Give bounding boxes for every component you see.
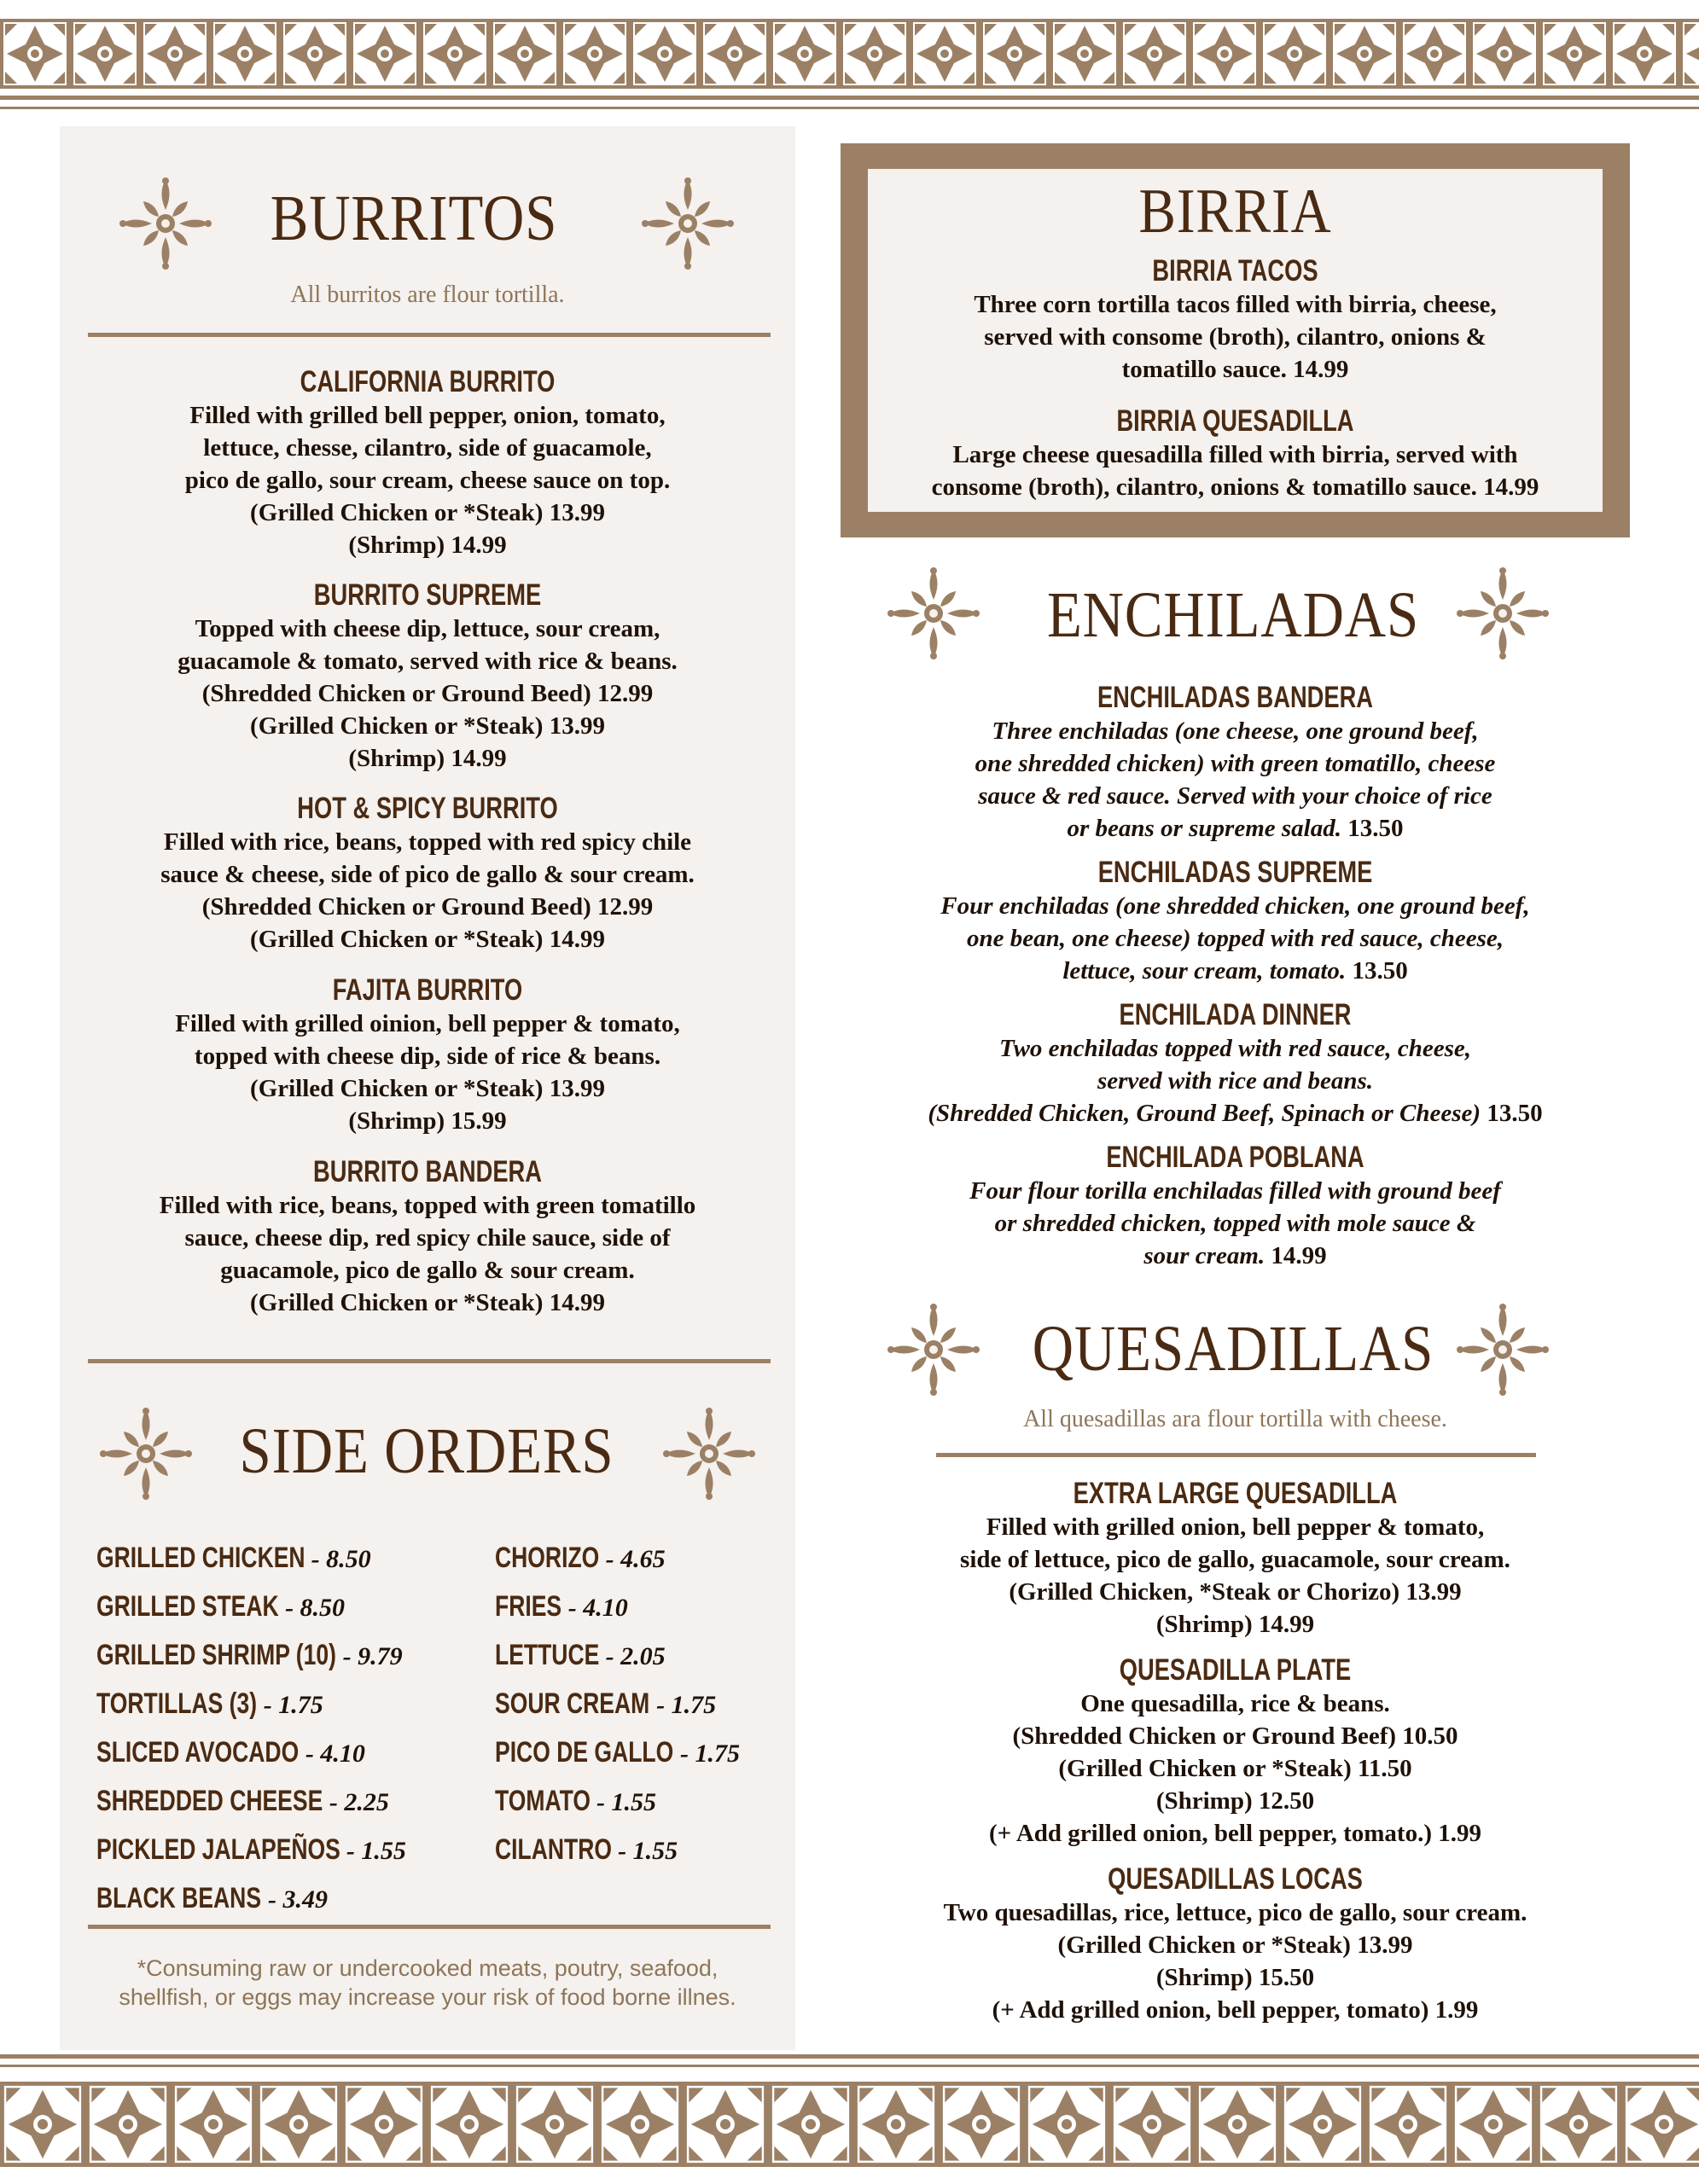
- side-order-row: [495, 1680, 740, 1728]
- ornament-icon: [661, 1406, 757, 1502]
- side-order-name: PICKLED JALAPEÑOS: [96, 1833, 340, 1866]
- menu-item: [60, 365, 795, 561]
- item-name: QUESADILLA PLATE: [1119, 1653, 1352, 1687]
- item-desc: Three enchiladas (one cheese, one ground beef, one shredded chicken) with green tomatillo, cheese sauce & red sauce. Served with your choice of rice or beans or supreme salad.: [975, 717, 1496, 842]
- item-price: 14.99: [1265, 1242, 1327, 1269]
- birria-title: BIRRIA: [1138, 177, 1332, 247]
- divider: [936, 1453, 1536, 1457]
- menu-item: [60, 973, 795, 1137]
- item-price: 13.50: [1346, 957, 1408, 985]
- side-order-name: PICO DE GALLO: [495, 1736, 674, 1769]
- side-order-row: [495, 1777, 740, 1826]
- birria-inner: [868, 169, 1603, 512]
- divider: [88, 1925, 771, 1929]
- side-order-row: [96, 1874, 406, 1923]
- side-order-row: [495, 1583, 740, 1631]
- item-name: BIRRIA QUESADILLA: [1116, 404, 1354, 438]
- ornament-icon: [640, 176, 736, 271]
- divider: [88, 1359, 771, 1363]
- side-order-row: [495, 1631, 740, 1680]
- side-order-price: - 8.50: [278, 1594, 346, 1622]
- item-desc: Two quesadillas, rice, lettuce, pico de gallo, sour cream. (Grilled Chicken or *Steak) 13.99 (Shrimp) 15.50 (+ Add grilled onion, bell pepper, tomato) 1.99: [943, 1899, 1527, 2024]
- side-orders-right: [495, 1534, 740, 1874]
- item-desc: Filled with grilled onion, bell pepper & tomato, side of lettuce, pico de gallo, guacamole, sour cream. (Grilled Chicken, *Steak or Chorizo) 13.99 (Shrimp) 14.99: [960, 1513, 1510, 1638]
- menu-item: [60, 578, 795, 775]
- item-price: 13.50: [1481, 1100, 1543, 1127]
- side-order-row: [96, 1826, 406, 1874]
- item-name: BURRITO BANDERA: [313, 1155, 542, 1188]
- item-desc: Four flour torilla enchiladas filled with ground beef or shredded chicken, topped with mole sauce & sour cream.: [969, 1177, 1501, 1269]
- side-order-name: SLICED AVOCADO: [96, 1736, 300, 1769]
- burritos-subtitle: All burritos are flour tortilla.: [290, 282, 565, 308]
- item-desc: One quesadilla, rice & beans. (Shredded Chicken or Ground Beef) 10.50 (Grilled Chicken or *Steak) 11.50 (Shrimp) 12.50 (+ Add grilled onion, bell pepper, tomato.) 1.99: [989, 1690, 1481, 1847]
- item-desc: Filled with rice, beans, topped with red spicy chile sauce & cheese, side of pico de gallo & sour cream. (Shredded Chicken or Ground Beed) 12.99 (Grilled Chicken or *Steak) 14.99: [160, 828, 695, 953]
- menu-item: [828, 1653, 1643, 1850]
- side-order-name: BLACK BEANS: [96, 1882, 262, 1914]
- menu-item: [868, 254, 1603, 386]
- item-desc: Filled with rice, beans, topped with green tomatillo sauce, cheese dip, red spicy chile sauce, side of guacamole, pico de gallo & sour cream. (Grilled Chicken or *Steak) 14.99: [159, 1192, 696, 1316]
- side-order-price: - 1.55: [611, 1837, 678, 1865]
- item-desc: Three corn tortilla tacos filled with birria, cheese, served with consome (broth), cilantro, onions & tomatillo sauce. 14.99: [974, 291, 1497, 383]
- side-order-row: [495, 1728, 740, 1777]
- item-name: BIRRIA TACOS: [1152, 254, 1318, 288]
- side-order-name: LETTUCE: [495, 1639, 600, 1671]
- side-order-name: FRIES: [495, 1590, 562, 1623]
- item-name: FAJITA BURRITO: [332, 973, 523, 1007]
- menu-item: [868, 404, 1603, 503]
- side-order-price: - 1.75: [649, 1691, 717, 1719]
- item-name: EXTRA LARGE QUESADILLA: [1073, 1477, 1398, 1510]
- side-order-name: GRILLED CHICKEN: [96, 1542, 305, 1574]
- menu-item: [828, 856, 1643, 987]
- menu-item: [828, 998, 1643, 1130]
- top-tile-border: [0, 19, 1699, 89]
- ornament-icon: [886, 1302, 981, 1397]
- ornament-icon: [886, 566, 981, 661]
- side-order-row: [96, 1583, 406, 1631]
- side-order-price: - 8.50: [305, 1545, 371, 1573]
- side-order-name: GRILLED STEAK: [96, 1590, 279, 1623]
- top-rule-thin: [0, 107, 1699, 109]
- menu-item: [828, 681, 1643, 845]
- side-order-row: [96, 1777, 406, 1826]
- item-name: ENCHILADAS BANDERA: [1097, 681, 1374, 714]
- menu-item: [828, 1141, 1643, 1272]
- menu-item: [828, 1477, 1643, 1641]
- ornament-icon: [1455, 1302, 1551, 1397]
- health-notice: *Consuming raw or undercooked meats, poutry, seafood, shellfish, or eggs may increase your risk of food borne illnes.: [119, 1955, 736, 2010]
- burritos-title: BURRITOS: [270, 183, 558, 254]
- side-order-name: SOUR CREAM: [495, 1687, 650, 1720]
- quesadillas-subtitle: All quesadillas ara flour tortilla with cheese.: [1023, 1406, 1447, 1432]
- item-desc: Topped with cheese dip, lettuce, sour cream, guacamole & tomato, served with rice & beans. (Shredded Chicken or Ground Beed) 12.99 (Grilled Chicken or *Steak) 13.99 (Shrimp) 14.99: [177, 615, 678, 772]
- side-order-price: - 4.10: [561, 1594, 628, 1622]
- item-name: ENCHILADAS SUPREME: [1097, 856, 1373, 889]
- side-order-name: CHORIZO: [495, 1542, 600, 1574]
- item-desc: Two enchiladas topped with red sauce, cheese, served with rice and beans. (Shredded Chicken, Ground Beef, Spinach or Cheese): [928, 1035, 1481, 1127]
- side-order-price: - 4.65: [599, 1545, 666, 1573]
- side-order-price: - 4.10: [299, 1740, 365, 1768]
- side-order-price: - 2.05: [599, 1642, 666, 1670]
- side-order-row: [96, 1534, 406, 1583]
- side-order-price: - 9.79: [336, 1642, 403, 1670]
- divider: [88, 333, 771, 337]
- item-name: CALIFORNIA BURRITO: [300, 365, 556, 398]
- bottom-rule: [0, 2054, 1699, 2059]
- item-name: QUESADILLAS LOCAS: [1108, 1862, 1363, 1896]
- side-order-row: [96, 1728, 406, 1777]
- bottom-tile-border: [0, 2082, 1699, 2167]
- side-order-name: CILANTRO: [495, 1833, 613, 1866]
- menu-item: [828, 1862, 1643, 2026]
- side-order-name: SHREDDED CHEESE: [96, 1785, 323, 1817]
- ornament-icon: [118, 176, 213, 271]
- item-desc: Four enchiladas (one shredded chicken, one ground beef, one bean, one cheese) topped with red sauce, cheese, lettuce, sour cream, tomato.: [940, 892, 1530, 985]
- side-order-price: - 1.75: [257, 1691, 323, 1719]
- item-desc: Filled with grilled bell pepper, onion, tomato, lettuce, chesse, cilantro, side of guacamole, pico de gallo, sour cream, cheese sauce on top. (Grilled Chicken or *Steak) 13.99 (Shrimp) 14.99: [184, 402, 671, 559]
- side-order-row: [495, 1534, 740, 1583]
- item-desc: Large cheese quesadilla filled with birria, served with consome (broth), cilantro, onions & tomatillo sauce. 14.99: [931, 441, 1539, 501]
- left-panel: [60, 126, 795, 2050]
- item-name: ENCHILADA POBLANA: [1106, 1141, 1364, 1174]
- side-order-price: - 1.55: [590, 1788, 657, 1816]
- side-orders-title: SIDE ORDERS: [239, 1415, 614, 1487]
- side-order-row: [495, 1826, 740, 1874]
- quesadillas-title: QUESADILLAS: [1032, 1313, 1434, 1385]
- side-order-price: - 1.55: [340, 1837, 406, 1865]
- side-order-name: TOMATO: [495, 1785, 591, 1817]
- side-orders-left: [96, 1534, 406, 1923]
- side-order-name: TORTILLAS (3): [96, 1687, 258, 1720]
- item-name: ENCHILADA DINNER: [1119, 998, 1352, 1031]
- item-name: HOT & SPICY BURRITO: [297, 792, 558, 825]
- item-price: 13.50: [1341, 815, 1404, 842]
- item-desc: Filled with grilled oinion, bell pepper & tomato, topped with cheese dip, side of rice & beans. (Grilled Chicken or *Steak) 13.99 (Shrimp) 15.99: [175, 1010, 680, 1135]
- item-name: BURRITO SUPREME: [313, 578, 542, 612]
- enchiladas-title: ENCHILADAS: [1046, 579, 1420, 651]
- side-order-row: [96, 1680, 406, 1728]
- side-order-name: GRILLED SHRIMP (10): [96, 1639, 336, 1671]
- side-order-row: [96, 1631, 406, 1680]
- menu-item: [60, 792, 795, 956]
- menu-item: [60, 1155, 795, 1319]
- bottom-rule-thin: [0, 2065, 1699, 2067]
- ornament-icon: [1455, 566, 1551, 661]
- side-order-price: - 1.75: [673, 1740, 740, 1768]
- ornament-icon: [98, 1406, 194, 1502]
- birria-box: [841, 143, 1630, 537]
- top-rule: [0, 96, 1699, 100]
- side-order-price: - 3.49: [261, 1885, 328, 1914]
- right-panel: [828, 126, 1643, 2054]
- side-order-price: - 2.25: [323, 1788, 389, 1816]
